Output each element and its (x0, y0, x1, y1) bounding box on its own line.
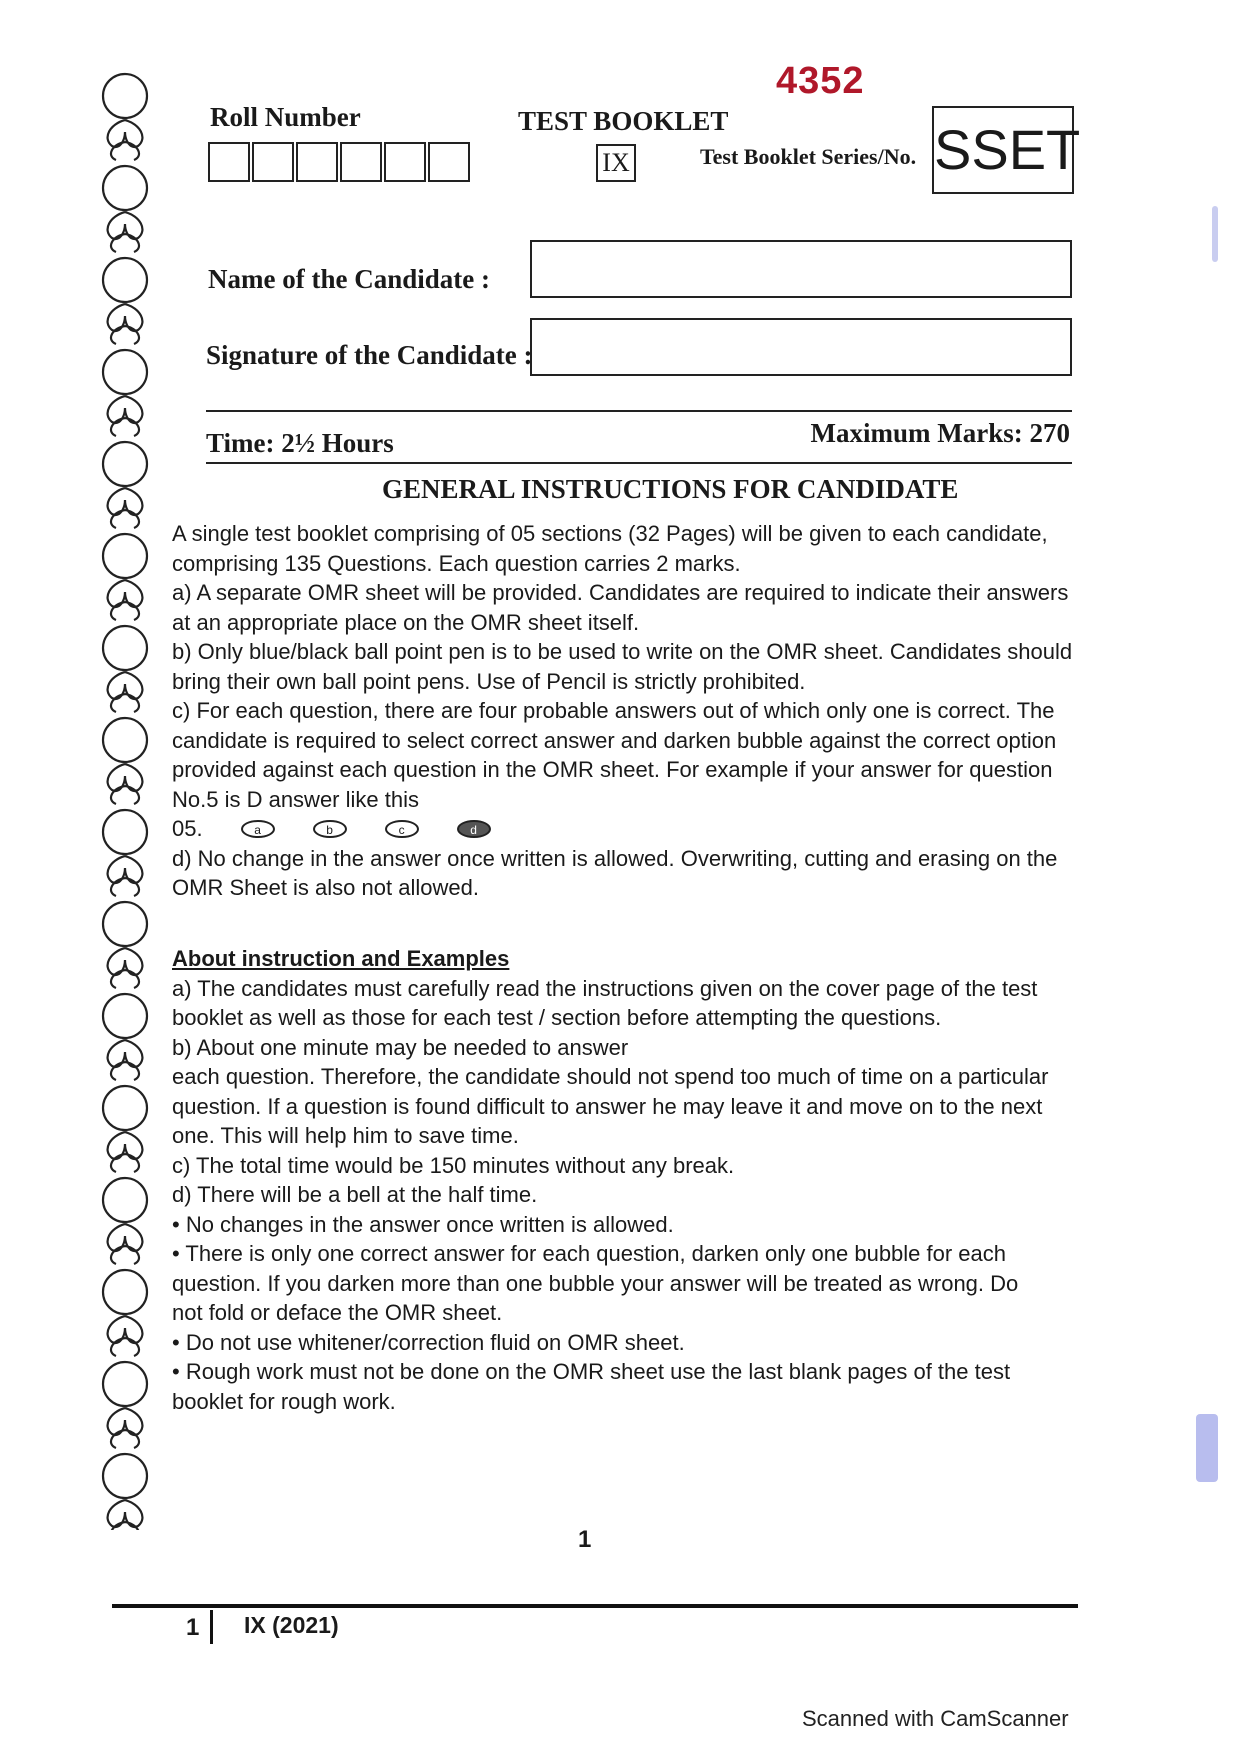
booklet-title: TEST BOOKLET (518, 106, 729, 136)
about-bullet-4-2: booklet for rough work. (172, 1388, 396, 1414)
roll-number-box[interactable] (340, 142, 382, 182)
instruction-d-1: d) No change in the answer once written is allowed. Overwriting, cutting and erasing on the (172, 845, 1058, 871)
about-bullet-2-2: question. If you darken more than one bubble your answer will be treated as wrong. Do (172, 1270, 1019, 1296)
border-ring (103, 626, 147, 670)
scan-artifact-top (1212, 206, 1218, 262)
footer-rule (112, 1604, 1078, 1608)
about-bullet-4-1: • Rough work must not be done on the OMR sheet use the last blank pages of the test (172, 1359, 1011, 1384)
about-instructions (172, 944, 1102, 1416)
scanner-watermark: Scanned with CamScanner (802, 1706, 1069, 1731)
page-number: 1 (578, 1526, 592, 1553)
signature-field[interactable] (530, 318, 1072, 376)
border-leaf (108, 1224, 143, 1264)
time-label: Time: 2½ Hours (206, 428, 394, 458)
about-bullet-2-1: • There is only one correct answer for each question, darken only one bubble for each (172, 1241, 1007, 1266)
instruction-c-4: No.5 is D answer like this (172, 786, 419, 812)
divider-bottom (206, 462, 1072, 464)
instruction-a-2: at an appropriate place on the OMR sheet itself. (172, 609, 640, 635)
series-label: Test Booklet Series/No. (700, 144, 917, 169)
border-leaf (108, 304, 143, 344)
roll-number-box[interactable] (384, 142, 426, 182)
divider-top (206, 410, 1072, 412)
border-ring (103, 1086, 147, 1130)
instruction-a-1: a) A separate OMR sheet will be provided. Candidates are required to indicate their answers (172, 580, 1069, 605)
about-bullet-2-3: not fold or deface the OMR sheet. (172, 1300, 503, 1325)
instruction-d-2: OMR Sheet is also not allowed. (172, 875, 479, 900)
decorative-border (90, 70, 160, 1530)
border-ring (103, 166, 147, 210)
roll-number-box[interactable] (428, 142, 470, 182)
border-ring (103, 350, 147, 394)
border-leaf (108, 1408, 143, 1448)
border-ring (103, 1270, 147, 1314)
border-leaf (108, 580, 143, 620)
instruction-intro-2: comprising 135 Questions. Each question carries 2 marks. (172, 550, 741, 576)
instruction-b-1: b) Only blue/black ball point pen is to be used to write on the OMR sheet. Candidates should (172, 639, 1073, 664)
about-b-1: b) About one minute may be needed to answer (172, 1034, 629, 1060)
roll-number-box[interactable] (252, 142, 294, 182)
border-leaf (108, 120, 143, 160)
name-label: Name of the Candidate : (208, 264, 490, 294)
general-instructions (172, 519, 1102, 903)
border-ring (103, 994, 147, 1038)
roll-number-box[interactable] (208, 142, 250, 182)
border-ring (103, 1362, 147, 1406)
instruction-b-2: bring their own ball point pens. Use of Pencil is strictly prohibited. (172, 668, 806, 694)
example-number: 05. (172, 816, 203, 841)
border-ring (103, 534, 147, 578)
border-leaf (108, 488, 143, 528)
border-leaf (108, 856, 143, 896)
instruction-c-2: candidate is required to select correct answer and darken bubble against the correct option (172, 727, 1057, 753)
border-ring (103, 74, 147, 118)
scan-artifact-bottom (1196, 1414, 1218, 1482)
footer-page: 1 (186, 1614, 200, 1641)
border-ring (103, 810, 147, 854)
border-leaf (108, 764, 143, 804)
border-ring (103, 718, 147, 762)
example-bubble-d: d (457, 820, 491, 838)
about-b-4: one. This will help him to save time. (172, 1123, 519, 1148)
about-a-2: booklet as well as those for each test / section before attempting the questions. (172, 1005, 942, 1030)
about-bullet-1: • No changes in the answer once written is allowed. (172, 1211, 674, 1237)
border-leaf (108, 396, 143, 436)
about-c: c) The total time would be 150 minutes without any break. (172, 1152, 735, 1178)
border-ring (103, 1178, 147, 1222)
signature-label: Signature of the Candidate : (206, 340, 533, 370)
border-leaf (108, 672, 143, 712)
max-marks-label: Maximum Marks: 270 (810, 418, 1070, 448)
about-a-1: a) The candidates must carefully read the instructions given on the cover page of the test (172, 975, 1038, 1001)
booklet-class-box: IX (596, 144, 636, 182)
border-ring (103, 442, 147, 486)
border-leaf (108, 1316, 143, 1356)
border-leaf (108, 1500, 143, 1530)
roll-number-boxes (208, 142, 470, 182)
instruction-intro-1: A single test booklet comprising of 05 sections (32 Pages) will be given to each candidate, (172, 521, 1048, 546)
footer-code: IX (2021) (244, 1612, 339, 1638)
about-title: About instruction and Examples (172, 946, 510, 971)
example-bubble-a: a (241, 820, 275, 838)
about-bullet-3: • Do not use whitener/correction fluid on OMR sheet. (172, 1329, 685, 1355)
example-bubble-c: c (385, 820, 419, 838)
footer-separator (210, 1610, 213, 1644)
instructions-title: GENERAL INSTRUCTIONS FOR CANDIDATE (382, 474, 959, 504)
instruction-c-1: c) For each question, there are four probable answers out of which only one is correct. The (172, 698, 1055, 723)
name-field[interactable] (530, 240, 1072, 298)
roll-number-label: Roll Number (210, 102, 361, 132)
roll-number-box[interactable] (296, 142, 338, 182)
instruction-c-3: provided against each question in the OMR sheet. For example if your answer for question (172, 757, 1053, 782)
border-ring (103, 1454, 147, 1498)
serial-number: 4352 (776, 60, 865, 102)
series-value-box: SSET (932, 106, 1074, 194)
border-ring (103, 902, 147, 946)
border-leaf (108, 1132, 143, 1172)
about-b-2: each question. Therefore, the candidate should not spend too much of time on a particular (172, 1064, 1049, 1089)
border-ring (103, 258, 147, 302)
example-bubble-b: b (313, 820, 347, 838)
example-bubble-row (172, 814, 1102, 844)
border-leaf (108, 212, 143, 252)
about-d: d) There will be a bell at the half time. (172, 1182, 538, 1207)
border-leaf (108, 1040, 143, 1080)
about-b-3: question. If a question is found difficult to answer he may leave it and move on to the next (172, 1093, 1043, 1119)
border-leaf (108, 948, 143, 988)
